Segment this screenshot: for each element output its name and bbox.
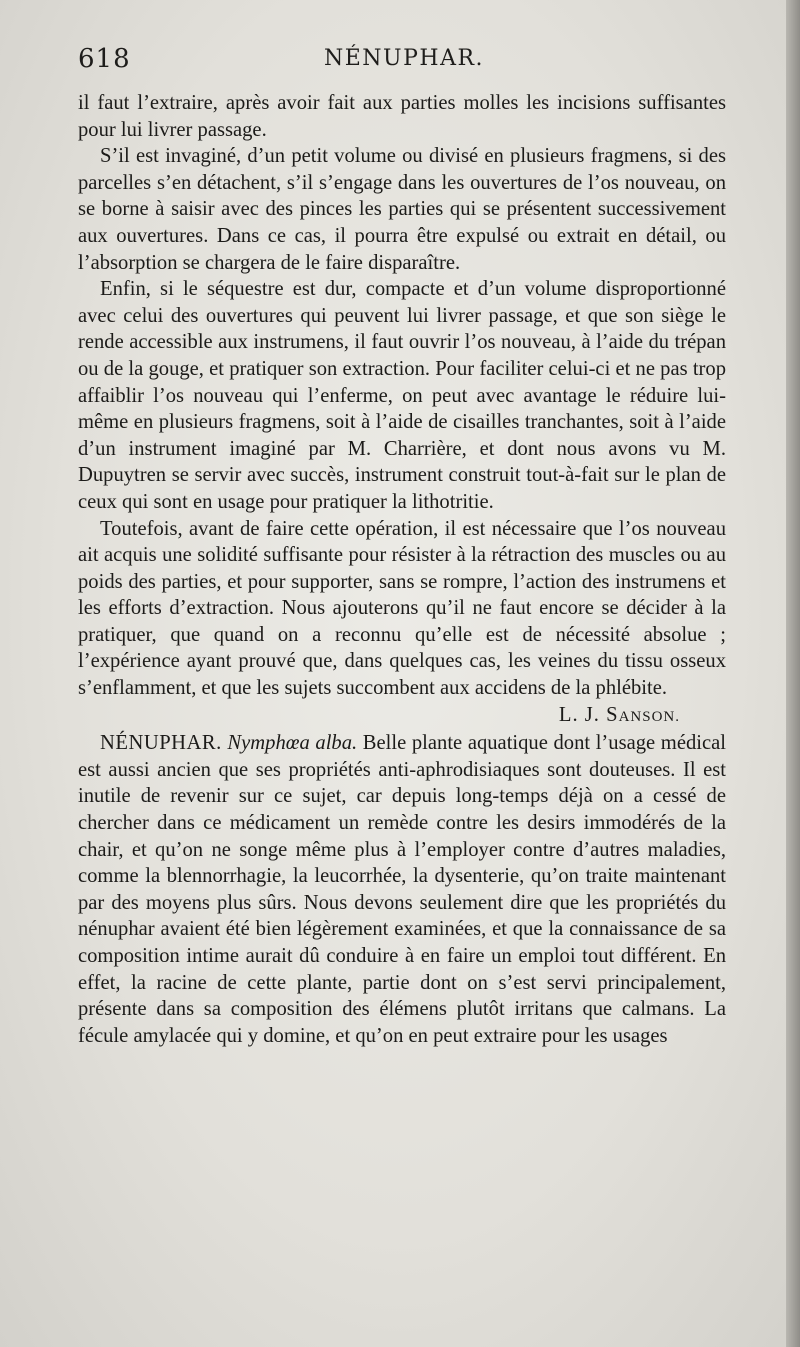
entry-text: Belle plante aquatique dont l’usage médical est aussi ancien que ses propriétés anti-aphrodisiaques sont douteuses. Il est inutile de revenir sur ce sujet, car depuis long-temps déjà on a cessé de chercher dans ce médicament un remède contre les desirs immodérés de la chair, et qu’on ne songe même plus à l’employer contre d’autres maladies, comme la blennorrhagie, la leucorrhée, la dysenterie, qu’on traite maintenant par des moyens plus sûrs. Nous devons seulement dire que les propriétés du nénuphar avaient été bien légèrement examinées, et que la connaissance de sa composition intime aurait dû conduire à en faire un emploi tout différent. En effet, la racine de cette plante, partie dont on s’est servi principalement, présente dans sa composition des élémens plutôt irritans que calmans. La fécule amylacée qui y domine, et qu’on en peut extraire pour les usages bbox=[78, 732, 726, 1047]
author-signature bbox=[78, 702, 726, 731]
signature-surname: ANSON. bbox=[618, 708, 680, 725]
paragraph-invaginated-sequestrum: S’il est invaginé, d’un petit volume ou divisé en plusieurs fragmens, si des parcelles s’en détachent, s’il s’engage dans les ouvertures de l’os nouveau, on se borne à saisir avec des pinces les parties qui se présentent successivement aux ouvertures. Dans ce cas, il pourra être expulsé ou extrait en détail, ou l’absorption se chargera de le faire disparaître. bbox=[78, 145, 726, 274]
paragraph-hard-sequestrum: Enfin, si le séquestre est dur, compacte et d’un volume disproportionné avec celui des ouvertures qui peuvent lui livrer passage, et que son siège le rende accessible aux instrumens, il faut ouvrir l’os nouveau, à l’aide du trépan ou de la gouge, et pratiquer son extraction. Pour faciliter celui-ci et ne pas trop affaiblir l’os nouveau qui l’enferme, on peut avec avantage le réduire lui-même en plusieurs fragmens, soit à l’aide de cisailles tranchantes, soit à l’aide d’un instrument imaginé par M. Charrière, et dont nous avons vu M. Dupuytren se servir avec succès, instrument construit tout-à-fait sur le plan de ceux qui sont en usage pour pratiquer la lithotritie. bbox=[78, 278, 726, 513]
paragraph-operation-timing: Toutefois, avant de faire cette opération, il est nécessaire que l’os nouveau ait acquis une solidité suffisante pour résister à la rétraction des muscles ou au poids des parties, et pour supporter, sans se rompre, l’action des instrumens et les efforts d’extraction. Nous ajouterons qu’il ne faut encore se décider à la pratiquer, que quand on a reconnu qu’elle est de nécessité absolue ; l’expérience ayant prouvé que, dans quelques cas, les veines du tissu osseux s’enflamment, et que les sujets succombent aux accidens de la phlébite. bbox=[78, 517, 726, 700]
paragraph-continuation: il faut l’extraire, après avoir fait aux parties molles les incisions suffisantes pour lui livrer passage. bbox=[78, 92, 726, 141]
page-header bbox=[78, 44, 728, 84]
signature-initials: L. J. S bbox=[558, 703, 619, 726]
entry-term: NÉNUPHAR. bbox=[100, 732, 222, 755]
entry-latin-name: Nymphœa alba. bbox=[227, 732, 358, 755]
running-head: NÉNUPHAR. bbox=[324, 46, 485, 71]
page-edge-shadow bbox=[786, 0, 800, 1347]
page-number: 618 bbox=[78, 44, 131, 74]
entry-nenuphar bbox=[78, 730, 726, 1049]
body-text bbox=[78, 90, 726, 1049]
